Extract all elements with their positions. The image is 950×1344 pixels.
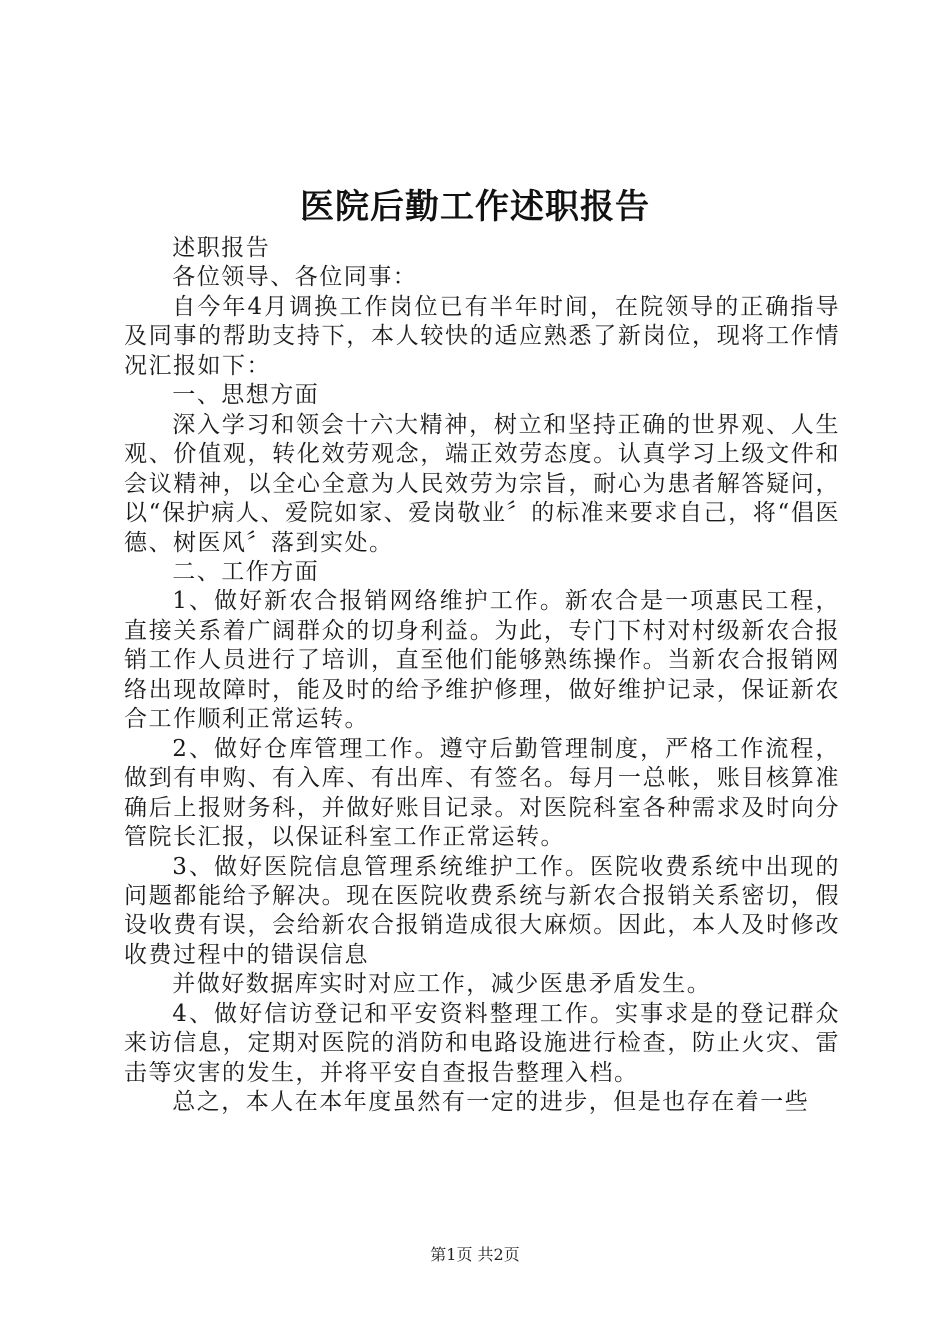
paragraph: 4、做好信访登记和平安资料整理工作。实事求是的登记群众来访信息，定期对医院的消防和电路设施进行检查，防止火灾、雷击等灾害的发生，并将平安自查报告整理入档。	[124, 1000, 840, 1086]
paragraph: 深入学习和领会十六大精神，树立和坚持正确的世界观、人生观、价值观，转化效劳观念，端正效劳态度。认真学习上级文件和会议精神，以全心全意为人民效劳为宗旨，耐心为患者解答疑问，以“保护病人、爱院如家、爱岗敬业〞的标准来要求自己，将“倡医德、树医风〞落到实处。	[124, 411, 840, 556]
paragraph: 自今年4月调换工作岗位已有半年时间，在院领导的正确指导及同事的帮助支持下，本人较快的适应熟悉了新岗位，现将工作情况汇报如下：	[124, 293, 840, 379]
paragraph: 各位领导、各位同事：	[172, 264, 418, 291]
document-title: 医院后勤工作述职报告	[300, 187, 650, 227]
paragraph: 述职报告	[172, 235, 271, 261]
document-body	[124, 234, 840, 1118]
paragraph: 总之，本人在本年度虽然有一定的进步，但是也存在着一些	[172, 1089, 810, 1116]
paragraph: 并做好数据库实时对应工作，减少医患矛盾发生。	[172, 971, 712, 998]
paragraph: 3、做好医院信息管理系统维护工作。医院收费系统中出现的问题都能给予解决。现在医院收费系统与新农合报销关系密切，假设收费有误，会给新农合报销造成很大麻烦。因此，本人及时修改收费过程中的错误信息	[124, 853, 840, 968]
section-heading: 一、思想方面	[172, 382, 320, 409]
paragraph: 2、做好仓库管理工作。遵守后勤管理制度，严格工作流程，做到有申购、有入库、有出库、有签名。每月一总帐，账目核算准确后上报财务科，并做好账目记录。对医院科室各种需求及时向分管院长汇报，以保证科室工作正常运转。	[124, 735, 840, 851]
page-number: 第1页 共2页	[430, 1245, 520, 1264]
section-heading: 二、工作方面	[172, 558, 320, 585]
paragraph: 1、做好新农合报销网络维护工作。新农合是一项惠民工程，直接关系着广阔群众的切身利益。为此，专门下村对村级新农合报销工作人员进行了培训，直至他们能够熟练操作。当新农合报销网络出现故障时，能及时的给予维护修理，做好维护记录，保证新农合工作顺利正常运转。	[124, 588, 840, 733]
